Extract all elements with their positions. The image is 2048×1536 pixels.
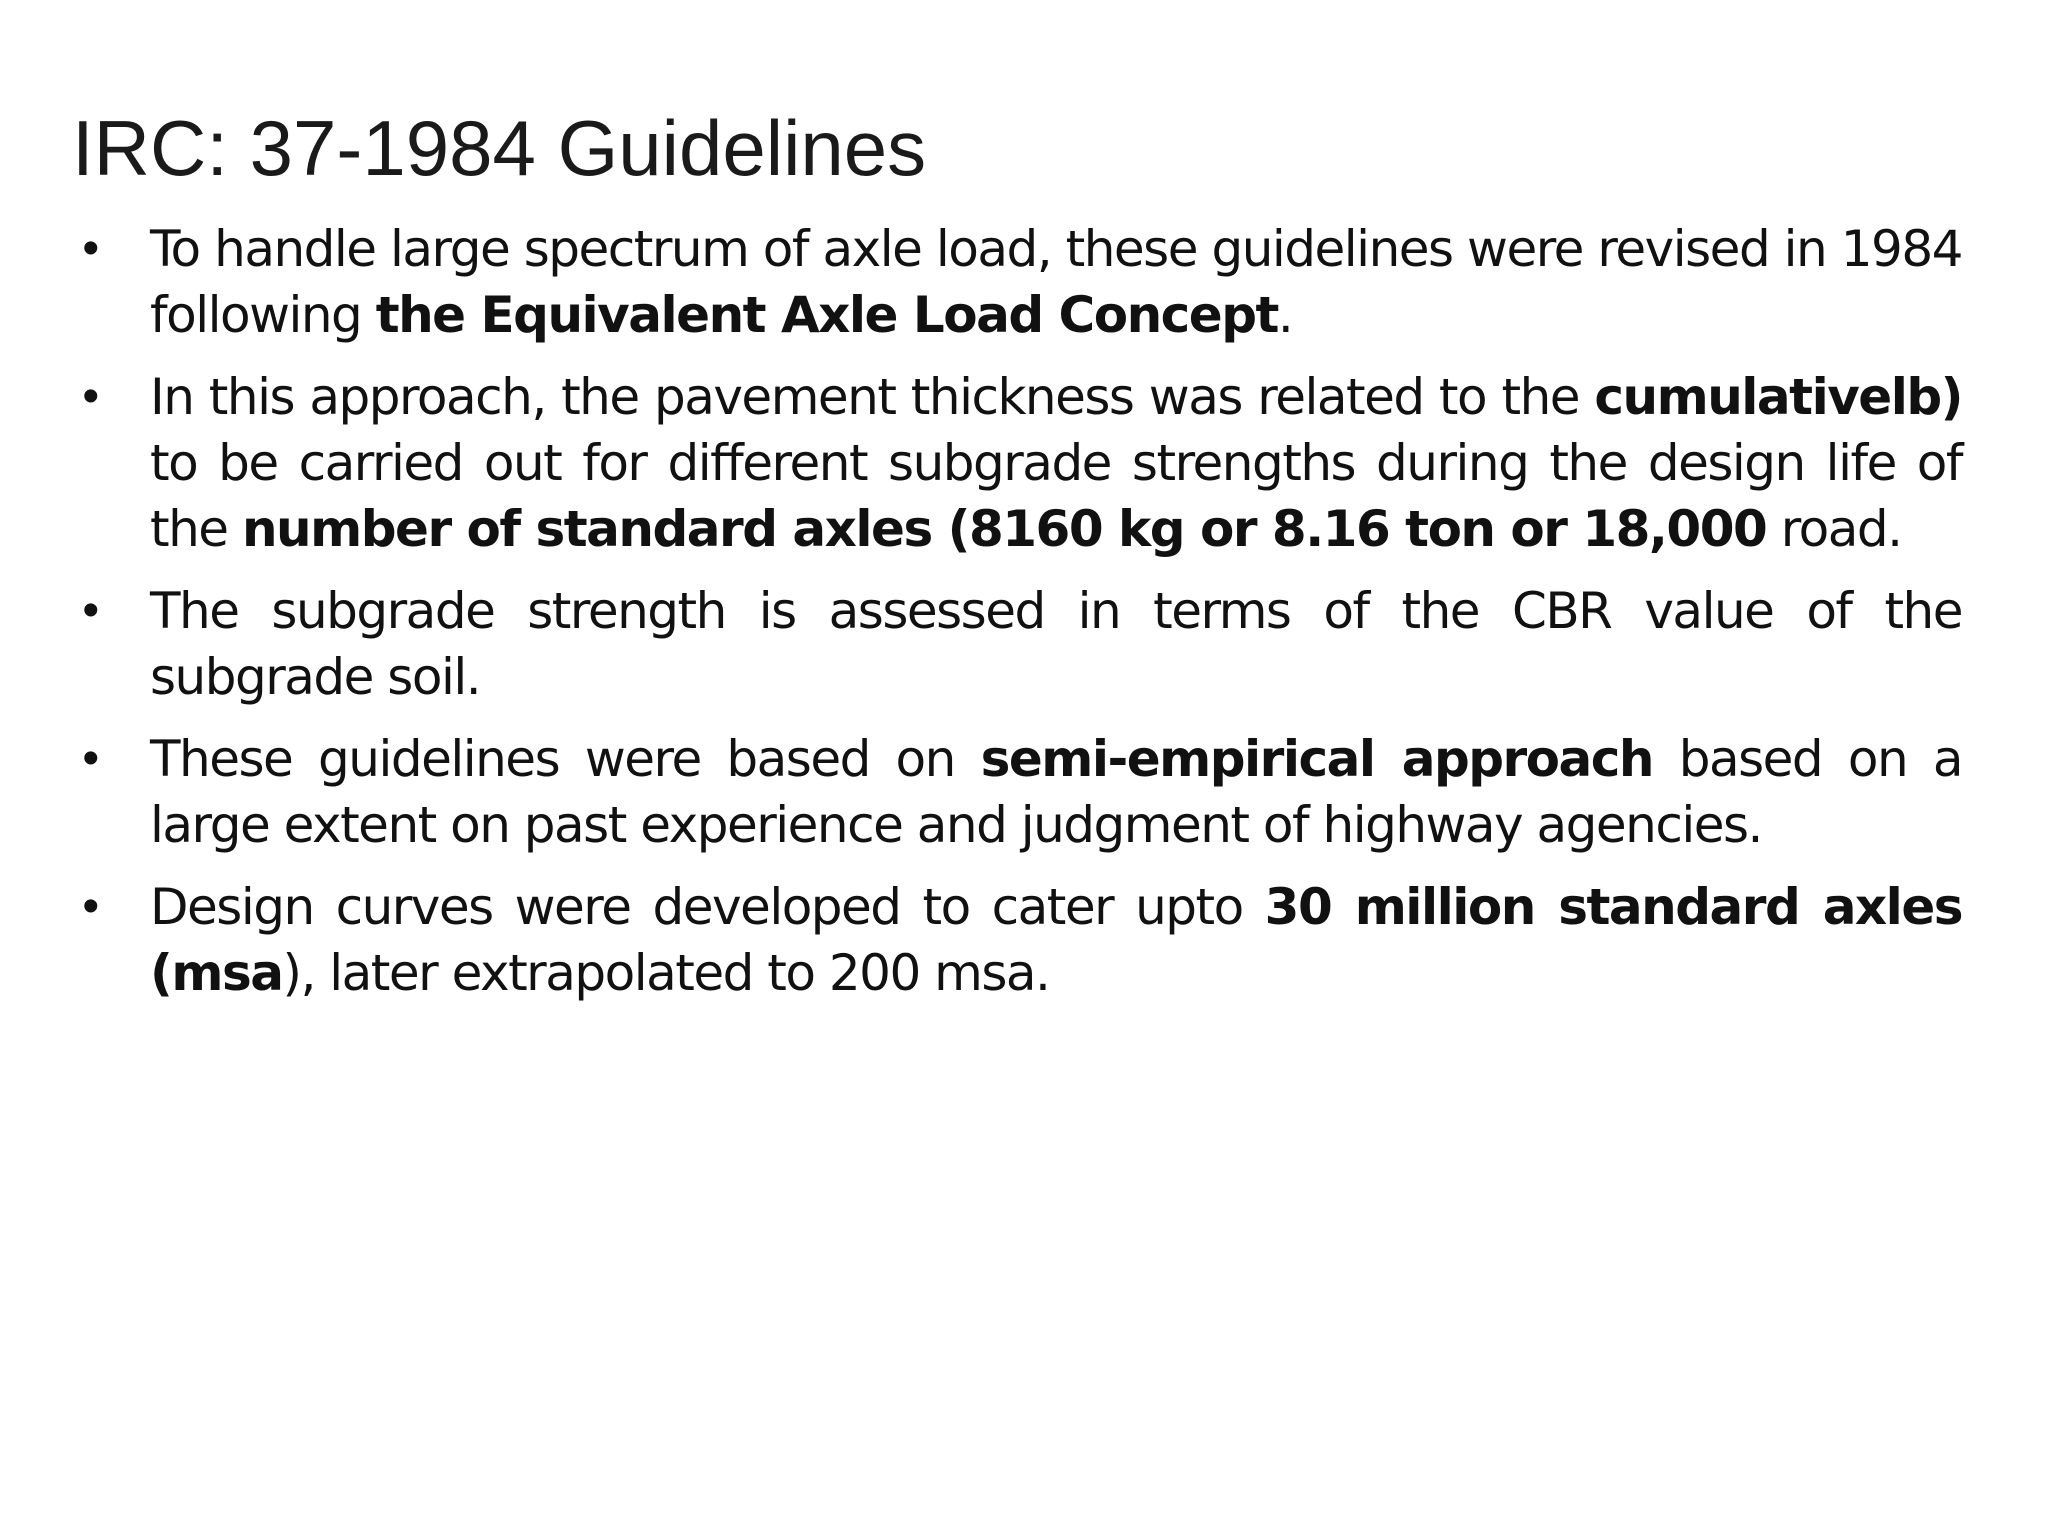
- slide-title: IRC: 37-1984 Guidelines: [72, 104, 927, 192]
- bullet-text: to be carried out for different subgrade strengths during the design life of the: [150, 434, 1962, 558]
- bullet-icon: •: [82, 222, 98, 275]
- bullet-item-4: [82, 726, 1962, 858]
- bullet-item-3: [82, 578, 1962, 710]
- bullet-text: Design curves were developed to cater upto: [150, 878, 1265, 936]
- bullet-text: .: [1277, 286, 1293, 344]
- bullet-bold-text: cumulativelb): [1594, 368, 1962, 426]
- bullet-item-5: [82, 874, 1962, 1006]
- bullet-text: ), later extrapolated to 200 msa.: [282, 944, 1050, 1002]
- bullet-bold-text: the Equivalent Axle Load Concept: [375, 286, 1278, 344]
- bullet-bold-text: semi-empirical approach: [980, 730, 1654, 788]
- bullet-list: [82, 216, 1962, 1022]
- bullet-item-1: [82, 216, 1962, 348]
- bullet-text: The subgrade strength is assessed in terms of the CBR value of the subgrade soil.: [150, 582, 1962, 706]
- bullet-text: based on a large extent on past experience and judgment of highway agencies.: [150, 730, 1962, 854]
- bullet-text: road.: [1766, 500, 1902, 558]
- bullet-icon: •: [82, 880, 98, 933]
- bullet-text: These guidelines were based on: [150, 730, 981, 788]
- bullet-text: To handle large spectrum of axle load, these guidelines were revised in 1984 following: [150, 220, 1962, 344]
- bullet-item-2: [82, 364, 1962, 562]
- bullet-bold-text: number of standard axles (8160 kg or 8.16 ton or 18,000: [241, 500, 1767, 558]
- bullet-text: In this approach, the pavement thickness was related to the: [150, 368, 1595, 426]
- bullet-icon: •: [82, 732, 98, 785]
- bullet-bold-text: 30 million standard axles (msa: [150, 878, 1962, 1002]
- bullet-icon: •: [82, 584, 98, 637]
- bullet-icon: •: [82, 370, 98, 423]
